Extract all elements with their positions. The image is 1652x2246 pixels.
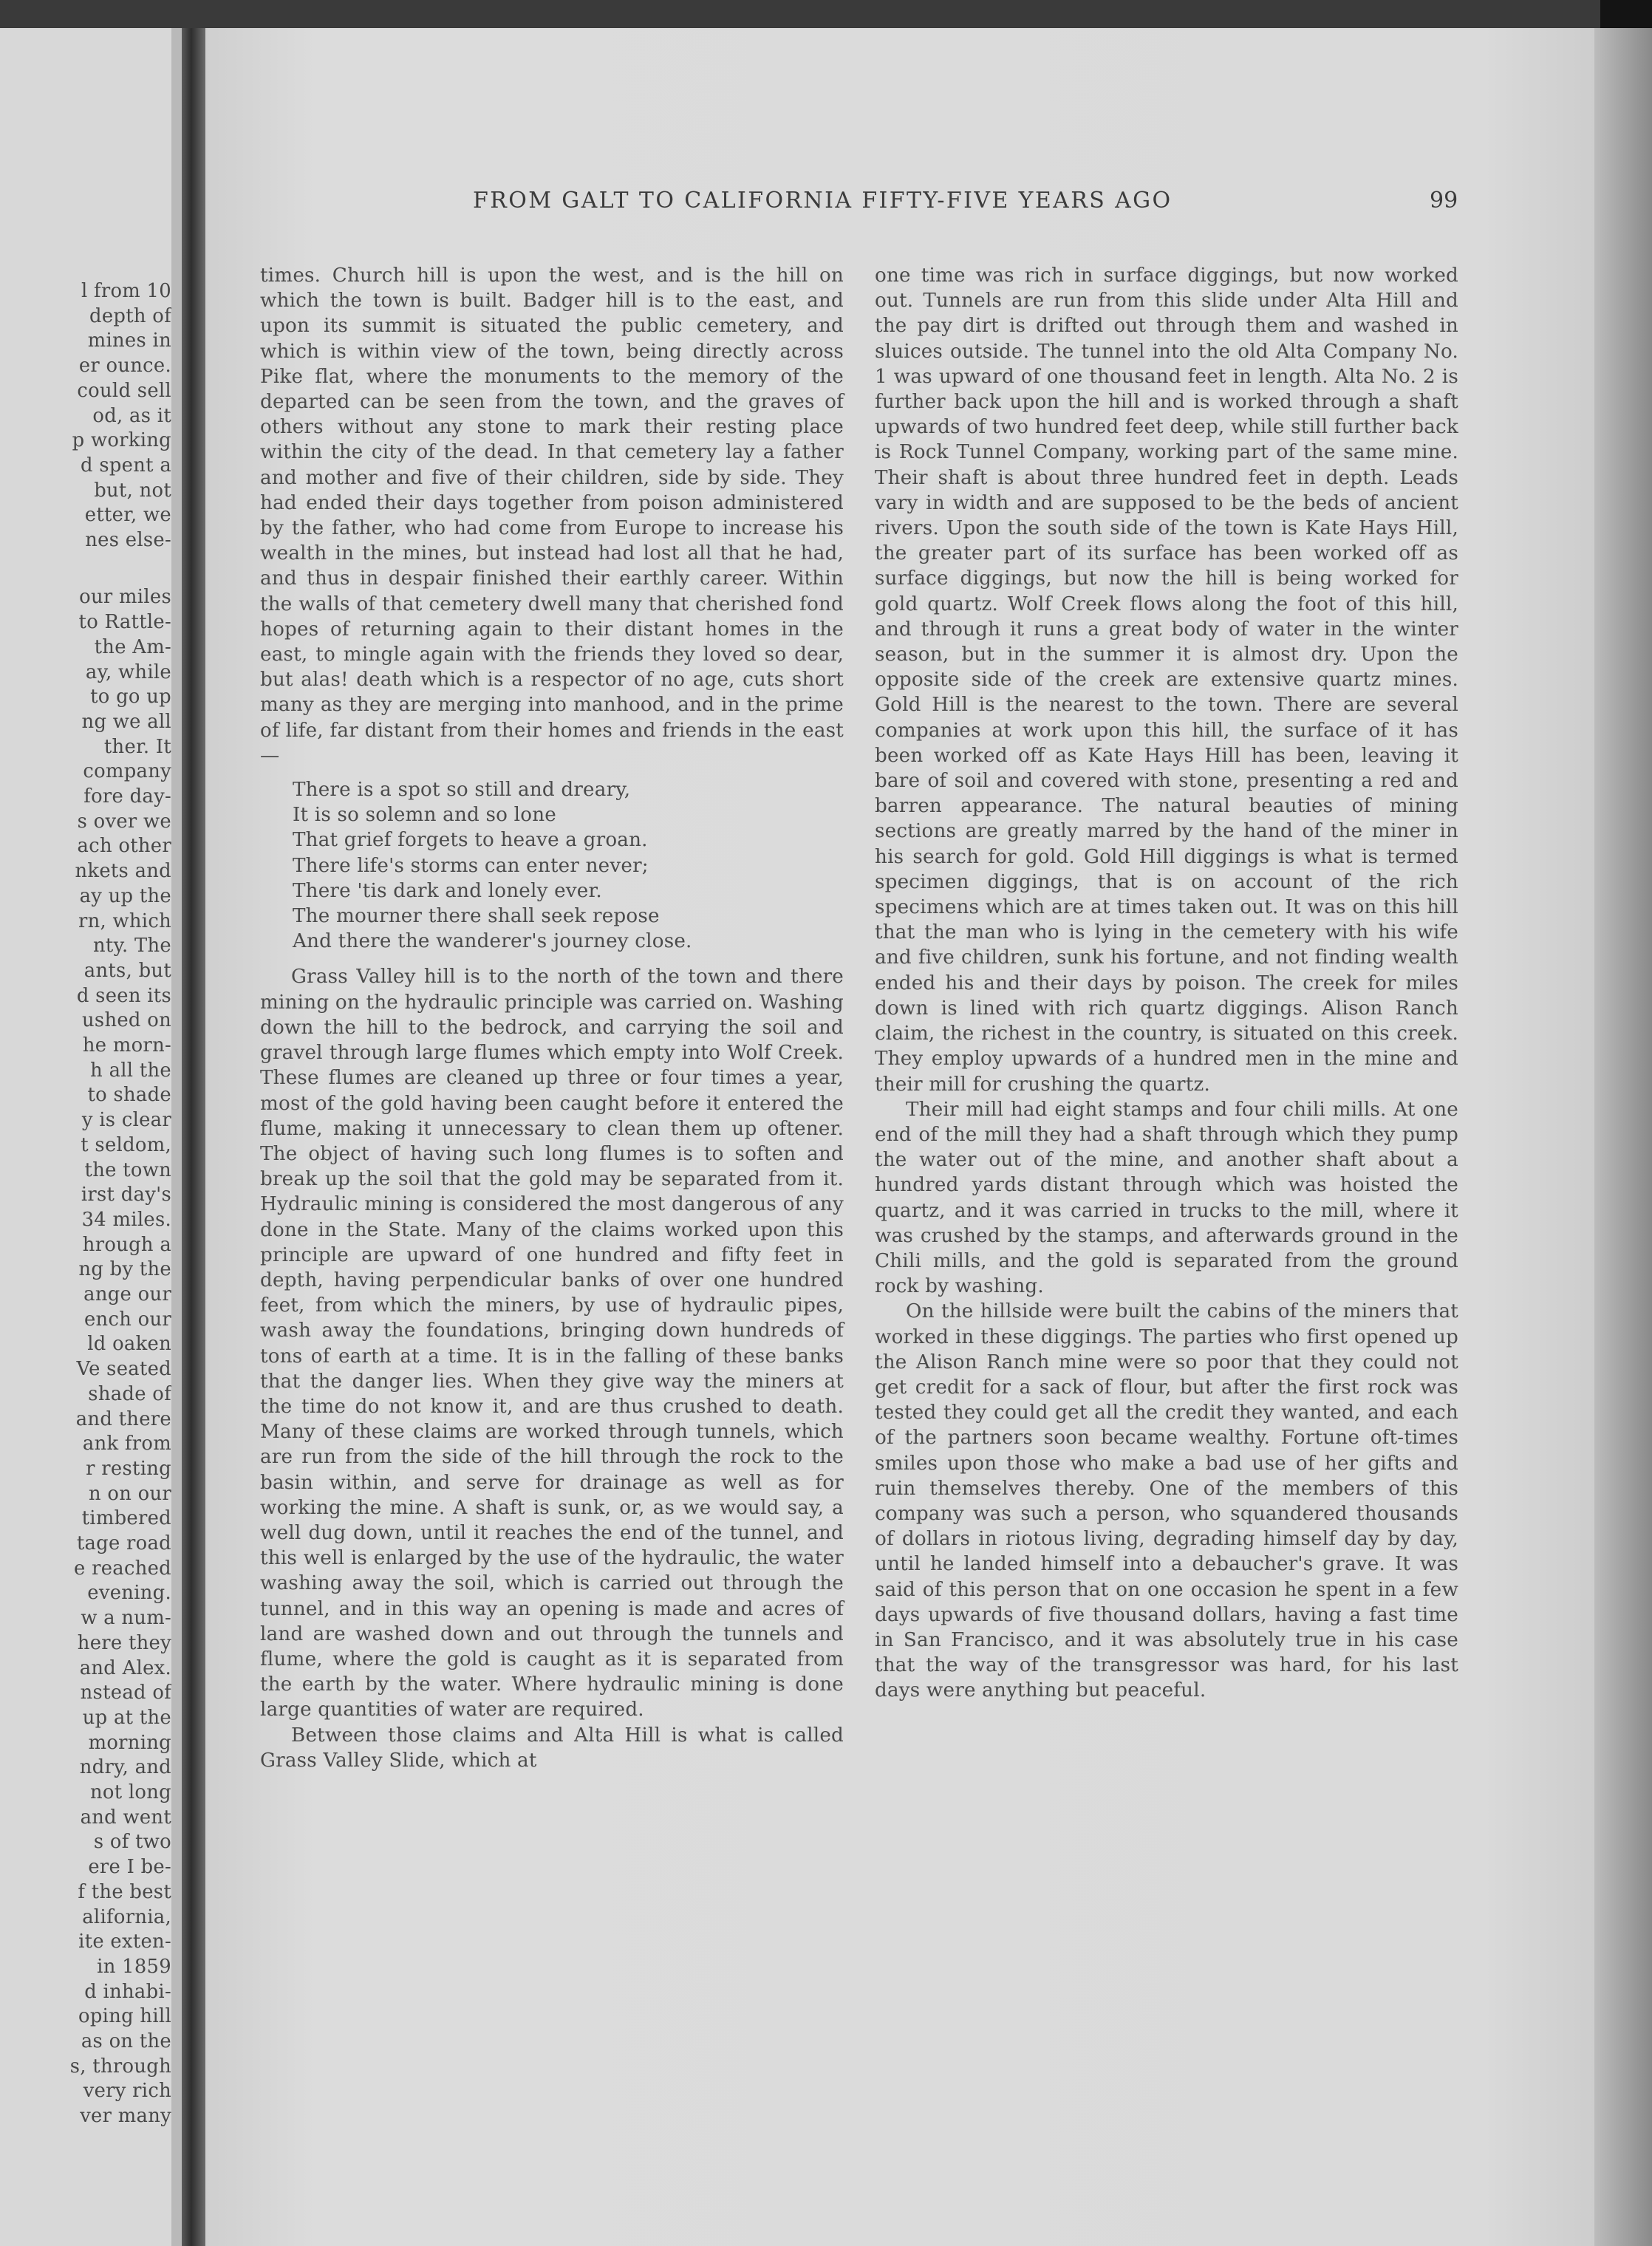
running-title: FROM GALT TO CALIFORNIA FIFTY-FIVE YEARS AGO <box>473 188 1173 214</box>
poem-line: And there the wanderer's journey close. <box>293 930 692 953</box>
left-page-line-fragment: nty. The <box>92 935 171 958</box>
left-page-line-fragment: company <box>83 760 171 783</box>
left-page-line-fragment: morning <box>88 1731 171 1754</box>
left-page-line-fragment: the town <box>84 1158 171 1181</box>
page-gutter <box>171 28 182 2246</box>
book-spine <box>182 28 205 2246</box>
left-page-line-fragment: and went <box>80 1806 171 1829</box>
left-page-line-fragment: ushed on <box>82 1009 171 1032</box>
left-page-line-fragment: to Rattle- <box>78 611 171 634</box>
left-page-line-fragment: ench our <box>83 1308 171 1331</box>
left-page-line-fragment: he morn- <box>82 1034 171 1057</box>
left-page-line-fragment: f the best <box>78 1880 171 1903</box>
paragraph: Between those claims and Alta Hill is what is called Grass Valley Slide, which at <box>260 1724 844 1772</box>
scan-top-border <box>0 0 1652 28</box>
left-page-line-fragment: hrough a <box>82 1233 171 1256</box>
left-page-line-fragment: ld oaken <box>87 1333 171 1356</box>
page-number: 99 <box>1430 188 1458 214</box>
left-page-line-fragment: the Am- <box>94 635 171 658</box>
left-page-line-fragment: alifornia, <box>82 1905 171 1928</box>
left-page-line-fragment: fore day- <box>83 785 171 808</box>
text-column-right <box>875 263 1458 1704</box>
left-page-line-fragment: tage road <box>76 1532 171 1554</box>
left-page-line-fragment: etter, we <box>84 504 171 527</box>
paragraph: times. Church hill is upon the west, and is the hill on which the town is built. Badger hill is to the east, and upon its summit is situated the public cemetery, and which is within view of the town, being directly across Pike flat, where the monuments to the memory of the departed can be seen from the town, and the graves of others without any stone to mark their resting place within the city of the dead. In that cemetery lay a father and mother and five of their children, side by side. They had ended their days together from poison administered by the father, who had come from Europe to increase his wealth in the mines, but instead had lost all that he had, and thus in despair finished their earthly career. Within the walls of that cemetery dwell many that cherished fond hopes of returning again to their distant homes in the east, to mingle again with the friends they loved so dear, but alas! death which is a respector of no age, cuts short many as they are merging into manhood, and in the prime of life, far distant from their homes and friends in the east— <box>260 264 844 767</box>
left-page-line-fragment: ther. It <box>103 735 171 758</box>
left-page-line-fragment: and there <box>75 1407 171 1430</box>
left-page-line-fragment: d seen its <box>76 984 171 1007</box>
page-right-edge <box>1594 28 1652 2246</box>
left-page-line-fragment: ay, while <box>85 661 171 683</box>
left-page-line-fragment: here they <box>77 1631 171 1654</box>
left-page-line-fragment: r resting <box>86 1457 171 1480</box>
left-page-line-fragment: e reached <box>74 1557 171 1580</box>
left-page-edge <box>0 28 171 2246</box>
poem-line: There 'tis dark and lonely ever. <box>293 879 602 902</box>
left-page-line-fragment: n on our <box>88 1482 171 1505</box>
left-page-line-fragment: od, as it <box>92 404 171 427</box>
poem-line: It is so solemn and so lone <box>293 804 556 827</box>
left-page-line-fragment: could sell <box>77 379 171 402</box>
poem-line: That grief forgets to heave a groan. <box>293 829 648 852</box>
left-page-line-fragment: not long <box>89 1781 171 1803</box>
left-page-line-fragment: ank from <box>82 1433 171 1455</box>
left-page-line-fragment: very rich <box>83 2080 171 2103</box>
left-page-line-fragment: d inhabi- <box>84 1980 171 2003</box>
left-page-line-fragment: s of two <box>93 1831 171 1854</box>
left-page-line-fragment: shade of <box>88 1382 171 1405</box>
left-page-line-fragment: rn, which <box>78 909 171 932</box>
left-page-line-fragment: nes else- <box>85 529 171 551</box>
left-page-line-fragment: y is clear <box>81 1109 171 1132</box>
paragraph: Their mill had eight stamps and four chili mills. At one end of the mill they had a shaft through which they pump the water out of the mine, and another shaft about a hundred yards distant through which was hoisted the quartz, and it was carried in trucks to the mill, where it was crushed by the stamps, and afterwards ground in the Chili mills, and the gold is separated from the ground rock by washing. <box>875 1098 1458 1298</box>
left-page-line-fragment: l from 10 <box>81 280 171 302</box>
left-page-line-fragment: p working <box>72 429 171 452</box>
left-page-line-fragment: up at the <box>82 1706 171 1729</box>
paragraph: one time was rich in surface diggings, but now worked out. Tunnels are run from this slide under Alta Hill and the pay dirt is drifted out through them and washed in sluices outside. The tunnel into the old Alta Company No. 1 was upward of one thousand feet in length. Alta No. 2 is further back upon the hill and is worked through a shaft upwards of two hundred feet deep, while still further back is Rock Tunnel Company, working part of the same mine. Their shaft is about three hundred feet in depth. Leads vary in width and are supposed to be the beds of ancient rivers. Upon the south side of the town is Kate Hays Hill, the greater part of its surface has been worked off as surface diggings, but now the hill is being worked for gold quartz. Wolf Creek flows along the foot of this hill, and through it runs a great body of water in the winter season, but in the summer it is almost dry. Upon the opposite side of the creek are extensive quartz mines. Gold Hill is the nearest to the town. There are several companies at work upon this hill, the surface of it has been worked off as Kate Hays Hill has been, leaving it bare of soil and covered with stone, presenting a red and barren appearance. The natural beauties of mining sections are greatly marred by the hand of the miner in his search for gold. Gold Hill diggings is what is termed specimen diggings, that is on account of the rich specimens which are at times taken out. It was on this hill that the man who is lying in the cemetery with his wife and five children, sunk his fortune, and not finding wealth ended his and their days by poison. The creek for miles down is lined with rich quartz diggings. Alison Ranch claim, the richest in the country, is situated on this creek. They employ upwards of a hundred men in the mine and their mill for crushing the quartz. <box>875 264 1458 1096</box>
poem-stanza <box>293 777 844 954</box>
text-column-left <box>260 263 844 1773</box>
left-page-line-fragment: er ounce. <box>78 355 171 378</box>
left-page-line-fragment: to shade <box>87 1084 171 1107</box>
left-page-line-fragment: but, not <box>94 479 171 502</box>
left-page-line-fragment: ng we all <box>81 710 171 733</box>
left-page-line-fragment: in 1859 <box>97 1955 171 1978</box>
poem-line: There life's storms can enter never; <box>293 854 649 877</box>
left-page-line-fragment: irst day's <box>81 1184 171 1206</box>
left-page-line-fragment: ay up the <box>79 884 171 907</box>
left-page-line-fragment: mines in <box>87 330 171 352</box>
left-page-line-fragment: w a num- <box>81 1607 171 1630</box>
left-page-line-fragment: nstead of <box>80 1682 171 1704</box>
left-page-line-fragment: timbered <box>81 1507 171 1530</box>
poem-line: There is a spot so still and dreary, <box>293 779 631 802</box>
poem-line: The mourner there shall seek repose <box>293 905 660 928</box>
left-page-line-fragment: ite exten- <box>78 1931 171 1953</box>
left-page-line-fragment: our miles <box>79 586 171 609</box>
left-page-line-fragment: ange our <box>83 1283 171 1305</box>
left-page-line-fragment: t seldom, <box>81 1133 171 1156</box>
left-page-line-fragment: as on the <box>81 2030 171 2052</box>
left-page-line-fragment: s over we <box>77 810 171 833</box>
paragraph: On the hillside were built the cabins of the miners that worked in these diggings. The parties who first opened up the Alison Ranch mine were so poor that they could not get credit for a sack of flour, but after the first rock was tested they could get all the credit they wanted, and each of the partners soon became wealthy. Fortune oft-times smiles upon those who make a bad use of her gifts and ruin themselves thereby. One of the members of this company was such a person, who squandered thousands of dollars in riotous living, degrading himself day by day, until he landed himself into a debaucher's grave. It was said of this person that on one occasion he spent in a few days upwards of five thousand dollars, having a fast time in San Francisco, and it was absolutely true in his case that the way of the transgressor was hard, for his last days were anything but peaceful. <box>875 1300 1458 1702</box>
left-page-line-fragment: ants, but <box>83 959 171 982</box>
left-page-line-fragment: depth of <box>89 304 171 327</box>
left-page-line-fragment: Ve seated <box>76 1358 171 1381</box>
left-page-line-fragment: to go up <box>90 686 171 709</box>
left-page-line-fragment: ach other <box>77 835 171 858</box>
left-page-line-fragment: s, through <box>69 2055 171 2078</box>
left-page-line-fragment: ere I be- <box>88 1856 171 1879</box>
left-page-line-fragment: h all the <box>90 1059 171 1082</box>
left-page-line-fragment: ng by the <box>78 1258 171 1281</box>
left-page-line-fragment: d spent a <box>81 454 171 477</box>
left-page-line-fragment: 34 miles. <box>81 1208 171 1231</box>
left-page-line-fragment: oping hill <box>78 2005 171 2028</box>
left-page-line-fragment: ver many <box>80 2105 171 2128</box>
left-page-line-fragment: nkets and <box>75 860 171 883</box>
left-page-line-fragment: evening. <box>87 1582 171 1605</box>
left-page-line-fragment: ndry, and <box>79 1756 171 1779</box>
paragraph: Grass Valley hill is to the north of the town and there mining on the hydraulic principle was carried on. Washing down the hill to the bedrock, and carrying the soil and gravel through large flumes which empty into Wolf Creek. These flumes are cleaned up three or four times a year, most of the gold having been caught before it entered the flume, making it unnecessary to clean them up oftener. The object of having such long flumes is to soften and break up the soil that the gold may be separated from it. Hydraulic mining is considered the most dangerous of any done in the State. Many of the claims worked upon this principle are upward of one hundred and fifty feet in depth, having perpendicular banks of over one hundred feet, from which the miners, by use of hydraulic pipes, wash away the foundations, bringing down hundreds of tons of earth at a time. It is in the falling of these banks that the danger lies. When they give way the miners at the time do not know it, and are thus crushed to death. Many of these claims are worked through tunnels, which are run from the side of the hill through the rock to the basin within, and serve for drainage as well as for working the mine. A shaft is sunk, or, as we would say, a well dug down, until it reaches the end of the tunnel, and this well is enlarged by the use of the hydraulic, the water washing away the soil, which is carried out through the tunnel, and in this way an opening is made and acres of land are washed down and out through the tunnels and flume, where the gold is caught as it is separated from the earth by the water. Where hydraulic mining is done large quantities of water are required. <box>260 966 844 1721</box>
left-page-line-fragment: and Alex. <box>79 1656 171 1679</box>
